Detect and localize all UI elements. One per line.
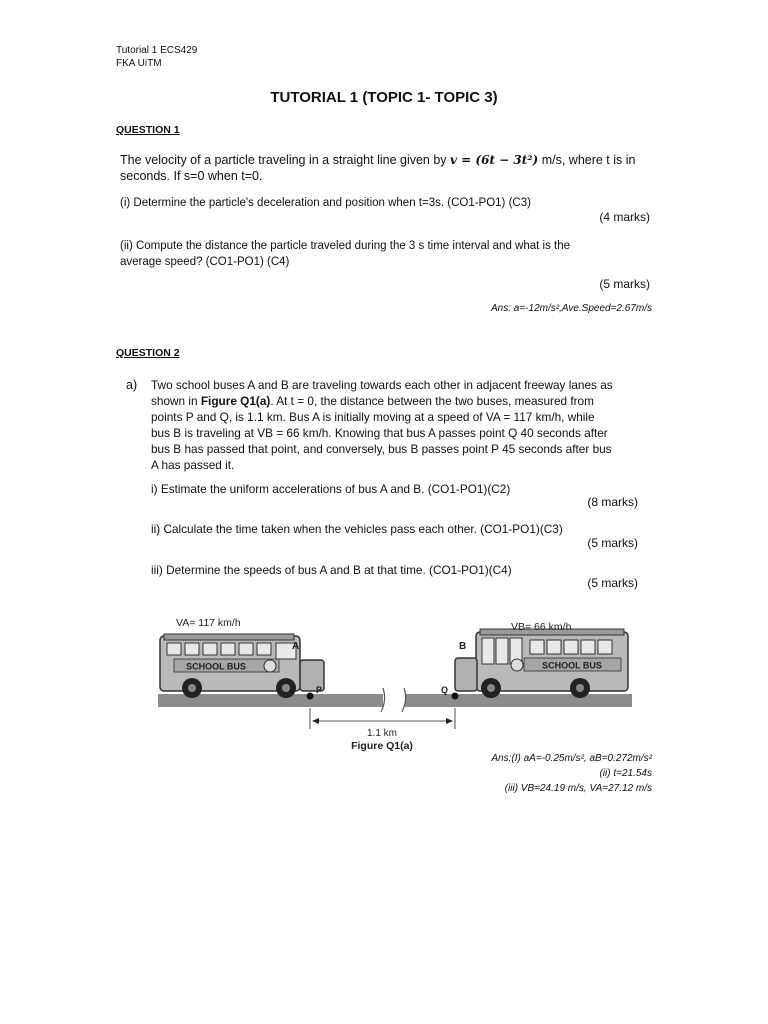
road-break-right: [402, 688, 406, 712]
point-p-marker: [307, 693, 314, 700]
bus-b: [455, 629, 628, 698]
bus-b-tag: B: [459, 641, 467, 652]
q2-para-line3: points P and Q, is 1.1 km. Bus A is initially moving at a speed of VA = 117 km/h, while: [151, 410, 595, 424]
q1-part-ii-line1: (ii) Compute the distance the particle traveled during the 3 s time interval and what is the: [120, 240, 571, 252]
bus-a-label: SCHOOL BUS: [186, 661, 246, 672]
question-2-answer-line3: (iii) VB=24.19 m/s, VA=27.12 m/s: [504, 783, 652, 794]
q1-equation: v = (6t − 3t²): [450, 153, 539, 167]
question-2-answer-line1: Ans:(I) aA=-0.25m/s², aB=0.272m/s²: [491, 753, 652, 764]
q2-para-line6: A has passed it.: [151, 458, 235, 472]
q1-intro-text-b: m/s, where t is in: [538, 153, 636, 167]
question-2-part-ii: ii) Calculate the time taken when the vehicles pass each other. (CO1-PO1)(C3): [151, 522, 563, 536]
question-1-heading: QUESTION 1: [116, 124, 180, 136]
question-2-part-i-marks: (8 marks): [587, 495, 638, 509]
question-2-part-ii-marks: (5 marks): [587, 536, 638, 550]
question-1-part-ii-marks: (5 marks): [599, 277, 650, 291]
page-title: TUTORIAL 1 (TOPIC 1- TOPIC 3): [270, 89, 498, 106]
bus-b-label: SCHOOL BUS: [542, 660, 602, 671]
question-2-part-a-label: a): [126, 378, 138, 392]
figure-q1a-buses: [150, 612, 640, 757]
velocity-a-label: VA= 117 km/h: [176, 617, 241, 629]
question-2-part-iii: iii) Determine the speeds of bus A and B at that time. (CO1-PO1)(C4): [151, 563, 512, 577]
question-1-intro: [120, 152, 660, 184]
bus-a: [160, 634, 324, 698]
question-1-part-ii: [120, 238, 570, 270]
q2-para-line2b: . At t = 0, the distance between the two buses, measured from: [270, 394, 594, 408]
question-2-answer-line2: (ii) t=21.54s: [599, 768, 652, 779]
point-q-marker: [452, 693, 459, 700]
figure-caption: Figure Q1(a): [351, 740, 413, 752]
bus-a-tag: A: [292, 641, 300, 652]
road-right: [405, 694, 632, 707]
q1-intro-line2: seconds. If s=0 when t=0.: [120, 169, 263, 183]
q2-para-line2a: shown in: [151, 394, 201, 408]
q2-para-line5: bus B has passed that point, and conversely, bus B passes point P 45 seconds after bus: [151, 442, 612, 456]
q2-para-line1: Two school buses A and B are traveling towards each other in adjacent freeway lanes as: [151, 378, 613, 392]
doc-header-course: Tutorial 1 ECS429: [116, 45, 198, 56]
q2-figure-ref: Figure Q1(a): [200, 394, 271, 408]
velocity-b-label: VB= 66 km/h: [511, 621, 572, 633]
point-p-label: P: [316, 685, 323, 695]
question-1-answer: Ans: a=-12m/s²,Ave.Speed=2.67m/s: [490, 303, 652, 314]
question-2-heading: QUESTION 2: [116, 347, 180, 359]
doc-header-faculty: FKA UiTM: [116, 58, 162, 69]
question-1-part-i-marks: (4 marks): [599, 210, 650, 224]
q1-part-ii-line2: average speed? (CO1-PO1) (C4): [120, 256, 290, 268]
q2-para-line4: bus B is traveling at VB = 66 km/h. Knowing that bus A passes point Q 40 seconds after: [151, 426, 608, 440]
distance-label: 1.1 km: [366, 728, 398, 739]
question-2-paragraph: [151, 377, 651, 473]
point-q-label: Q: [441, 685, 449, 695]
question-2-part-i: i) Estimate the uniform accelerations of bus A and B. (CO1-PO1)(C2): [151, 482, 511, 496]
dimension-arrow-right: [446, 718, 453, 724]
dimension-arrow-left: [312, 718, 319, 724]
question-1-part-i: (i) Determine the particle's deceleration and position when t=3s. (CO1-PO1) (C3): [120, 197, 531, 209]
q1-intro-text-a: The velocity of a particle traveling in a straight line given by: [120, 153, 451, 167]
question-2-part-iii-marks: (5 marks): [587, 576, 638, 590]
